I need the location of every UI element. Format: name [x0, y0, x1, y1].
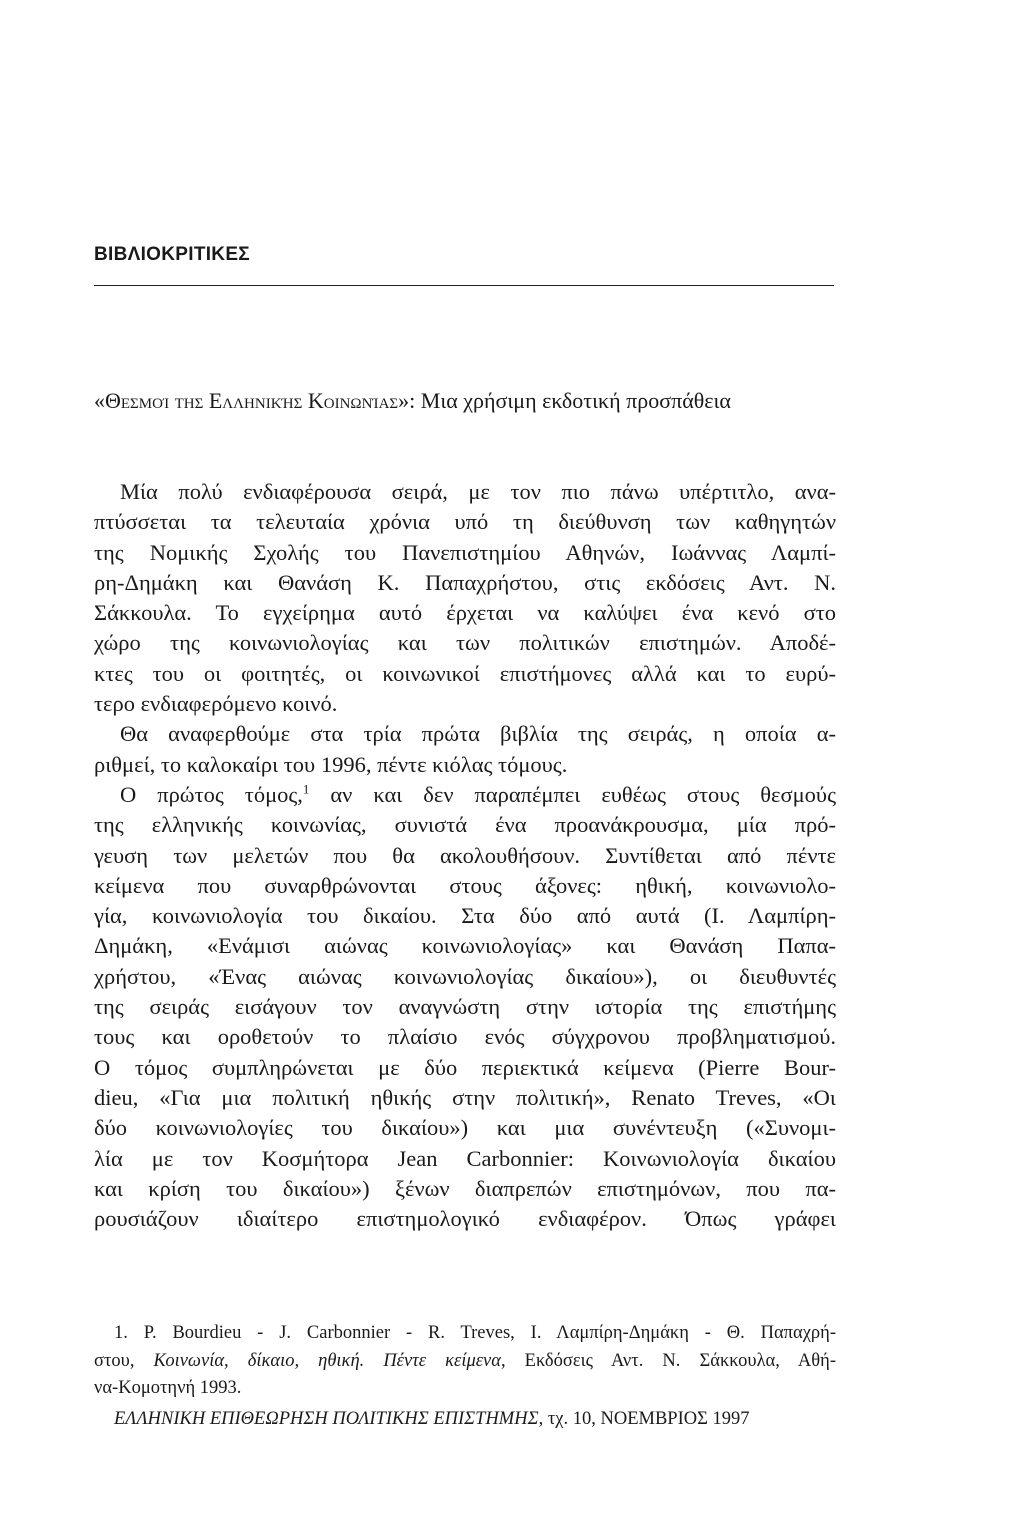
journal-name: ΕΛΛΗΝΙΚΗ ΕΠΙΘΕΩΡΗΣΗ ΠΟΛΙΤΙΚΗΣ ΕΠΙΣΤΗΜΗΣ [114, 1409, 539, 1429]
body-line: δύο κοινωνιολογίες του δικαίου») και μια συνέντευξη («Συνομι- [94, 1115, 836, 1141]
body-line: της Νομικής Σχολής του Πανεπιστημίου Αθηνών, Ιωάννας Λαμπί- [94, 539, 836, 565]
footnote-book-title: Κοινωνία, δίκαιο, ηθική. Πέντε κείμενα [153, 1350, 501, 1371]
body-line: Δημάκη, «Ενάμισι αιώνας κοινωνιολογίας» και Θανάση Παπα- [94, 933, 836, 959]
article-title [94, 384, 836, 418]
body-line: γευση των μελετών που θα ακολουθήσουν. Συντίθεται από πέντε [94, 842, 836, 868]
body-line: τους και οροθετούν το πλαίσιο ενός σύγχρονου προβληματισμού. [94, 1024, 836, 1050]
footnote [94, 1320, 836, 1403]
body-line: χρήστου, «Ένας αιώνας κοινωνιολογίας δικαίου»), οι διευθυντές [94, 963, 836, 989]
body-line: Ο τόμος συμπληρώνεται με δύο περιεκτικά κείμενα (Pierre Bour- [94, 1054, 836, 1080]
footnote-line: 1. P. Bourdieu - J. Carbonnier - R. Treves, Ι. Λαμπίρη-Δημάκη - Θ. Παπαχρή- [114, 1323, 836, 1343]
article-body [94, 477, 836, 1234]
body-line-start: Ο πρώτος τόμος, [120, 781, 303, 807]
body-line: Θα αναφερθούμε στα τρία πρώτα βιβλία της σειράς, η οποία α- [120, 721, 836, 747]
footnote-line [94, 1348, 836, 1376]
body-line: κείμενα που συναρθρώνονται στους άξονες: ηθική, κοινωνιολο- [94, 872, 836, 898]
body-line: ρη-Δημάκη και Θανάση Κ. Παπαχρήστου, στις εκδόσεις Αντ. Ν. [94, 569, 836, 595]
body-line: dieu, «Για μια πολιτική ηθικής στην πολιτική», Renato Treves, «Οι [94, 1084, 836, 1110]
body-line: πτύσσεται τα τελευταία χρόνια υπό τη διεύθυνση των καθηγητών [94, 509, 836, 535]
journal-footer [114, 1409, 836, 1430]
body-line: της ελληνικής κοινωνίας, συνιστά ένα προανάκρουσμα, μία πρό- [94, 812, 836, 838]
body-line: κτες του οι φοιτητές, οι κοινωνικοί επιστήμονες αλλά και το ευρύ- [94, 660, 836, 686]
body-line: και κρίση του δικαίου») ξένων διαπρεπών επιστημόνων, που πα- [94, 1175, 836, 1201]
section-heading: ΒΙΒΛΙΟΚΡΙΤΙΚΕΣ [94, 244, 251, 265]
footnote-text: , Εκδόσεις Αντ. Ν. Σάκκουλα, Αθή- [500, 1350, 836, 1371]
body-line: χώρο της κοινωνιολογίας και των πολιτικών επιστημών. Αποδέ- [94, 630, 836, 656]
page [94, 0, 836, 1539]
heading-rule [94, 285, 834, 286]
title-series-name: Θεσμοί της Ελληνικής Κοινωνίας [105, 388, 399, 413]
body-line: Σάκκουλα. Το εγχείρημα αυτό έρχεται να καλύψει ένα κενό στο [94, 600, 836, 626]
title-open-quote: « [94, 388, 105, 413]
journal-issue: , τχ. 10, ΝΟΕΜΒΡΙΟΣ 1997 [538, 1409, 750, 1429]
body-line: της σειράς εισάγουν τον αναγνώστη στην ιστορία της επιστήμης [94, 994, 836, 1020]
body-line: λία με τον Κοσμήτορα Jean Carbonnier: Κοινωνιολογία δικαίου [94, 1145, 836, 1171]
body-line: τερο ενδιαφερόμενο κοινό. [94, 691, 338, 717]
body-line-end: αν και δεν παραπέμπει ευθέως στους θεσμούς [309, 781, 836, 807]
body-line: Μία πολύ ενδιαφέρουσα σειρά, με τον πιο πάνω υπέρτιτλο, ανα- [120, 479, 836, 504]
body-line: ριθμεί, το καλοκαίρι του 1996, πέντε κιόλας τόμους. [94, 751, 568, 777]
footnote-text: στου, [94, 1350, 154, 1371]
body-line [94, 780, 836, 810]
title-rest: »: Μια χρήσιμη εκδοτική προσπάθεια [398, 388, 731, 413]
body-line: ρουσιάζουν ιδιαίτερο επιστημολογικό ενδιαφέρον. Όπως γράφει [94, 1206, 836, 1232]
footnote-line: να-Κομοτηνή 1993. [94, 1378, 242, 1398]
footnote-marker: 1 [302, 781, 310, 797]
body-line: γία, κοινωνιολογία του δικαίου. Στα δύο από αυτά (Ι. Λαμπίρη- [94, 903, 836, 929]
